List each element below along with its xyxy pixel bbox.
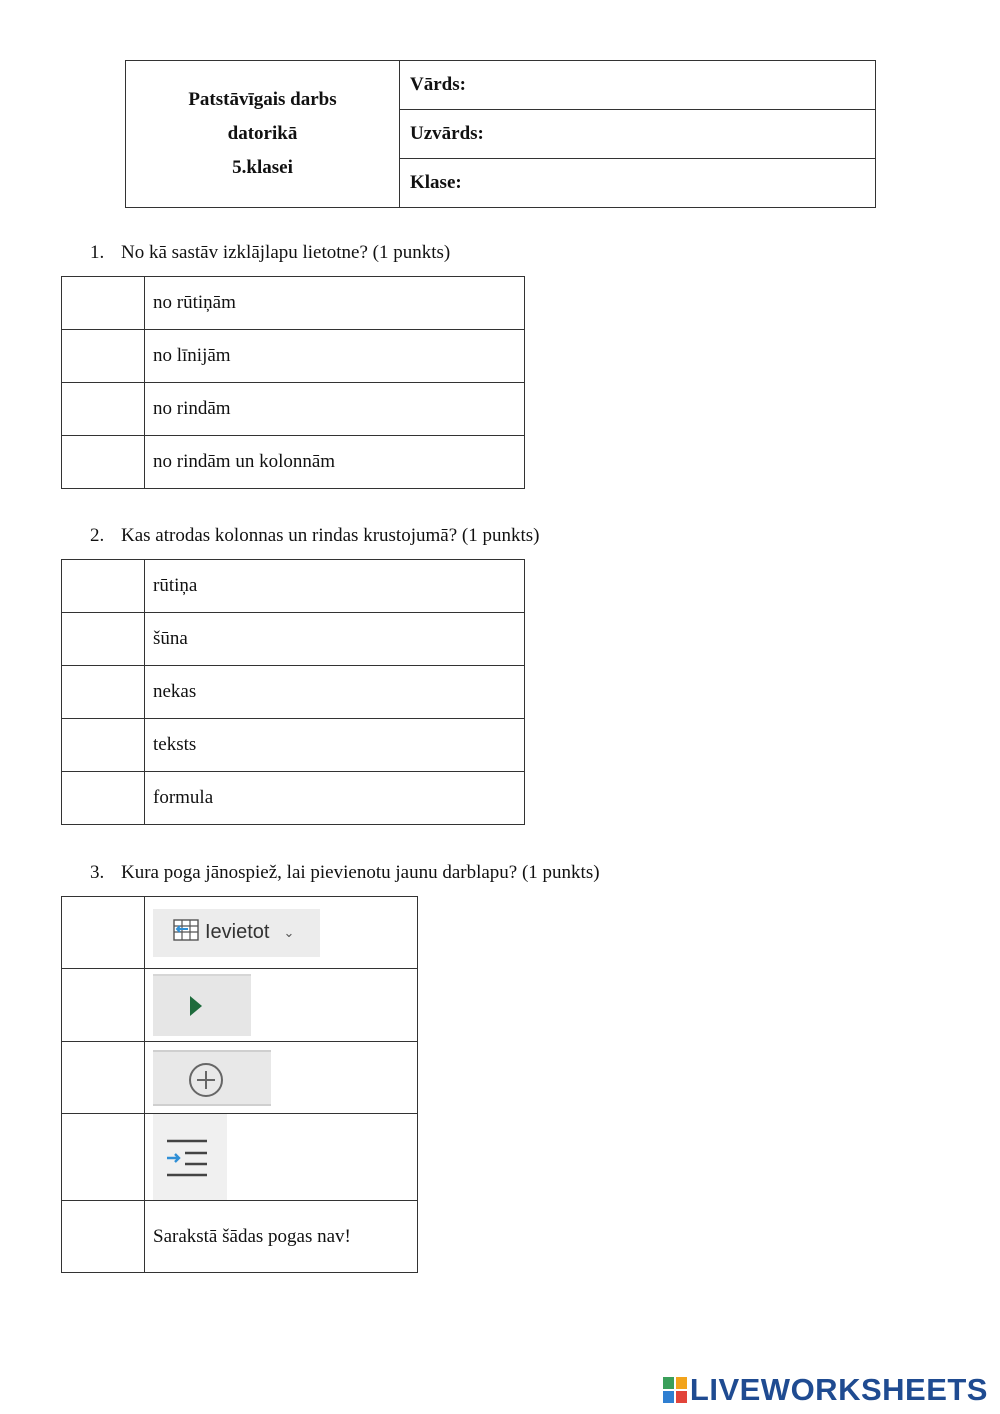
answer-checkbox[interactable] bbox=[62, 383, 145, 436]
question-number: 3. bbox=[90, 862, 105, 883]
name-label: Vārds: bbox=[410, 74, 466, 95]
option-text: formula bbox=[145, 772, 525, 825]
answer-checkbox[interactable] bbox=[62, 560, 145, 613]
ievietot-label: Ievietot bbox=[205, 921, 270, 943]
play-arrow-button-image bbox=[153, 974, 251, 1036]
surname-field[interactable] bbox=[400, 110, 876, 159]
new-sheet-button-image bbox=[153, 1050, 271, 1106]
class-field[interactable] bbox=[400, 159, 876, 208]
option-text: šūna bbox=[145, 613, 525, 666]
header-table bbox=[125, 60, 876, 208]
title-line-2: datorikā bbox=[227, 123, 298, 144]
option-text: no līnijām bbox=[145, 330, 525, 383]
answer-checkbox[interactable] bbox=[62, 1042, 145, 1114]
insert-sheet-icon bbox=[171, 918, 201, 948]
question-2-options bbox=[61, 559, 525, 825]
option-text: Sarakstā šādas pogas nav! bbox=[145, 1201, 418, 1273]
option-text: nekas bbox=[145, 666, 525, 719]
name-field[interactable] bbox=[400, 61, 876, 110]
answer-checkbox[interactable] bbox=[62, 969, 145, 1042]
question-number: 1. bbox=[90, 242, 105, 263]
plus-circle-icon bbox=[187, 1061, 225, 1099]
answer-checkbox[interactable] bbox=[62, 719, 145, 772]
answer-checkbox[interactable] bbox=[62, 897, 145, 969]
option-text: no rūtiņām bbox=[145, 277, 525, 330]
title-line-1: Patstāvīgais darbs bbox=[188, 89, 337, 110]
indent-icon bbox=[165, 1138, 209, 1178]
answer-checkbox[interactable] bbox=[62, 666, 145, 719]
question-1 bbox=[90, 242, 450, 264]
answer-checkbox[interactable] bbox=[62, 330, 145, 383]
option-image-cell bbox=[145, 1114, 418, 1201]
indent-button-image bbox=[153, 1114, 227, 1200]
question-text: Kura poga jānospiež, lai pievienotu jaunu darblapu? (1 punkts) bbox=[121, 862, 600, 883]
question-3 bbox=[90, 862, 600, 884]
option-text: rūtiņa bbox=[145, 560, 525, 613]
question-3-options bbox=[61, 896, 418, 1273]
option-image-cell bbox=[145, 1042, 418, 1114]
question-text: No kā sastāv izklājlapu lietotne? (1 punkts) bbox=[121, 242, 451, 263]
ievietot-button-image bbox=[153, 909, 320, 957]
answer-checkbox[interactable] bbox=[62, 436, 145, 489]
chevron-down-icon: ⌄ bbox=[283, 924, 295, 940]
answer-checkbox[interactable] bbox=[62, 1201, 145, 1273]
answer-checkbox[interactable] bbox=[62, 1114, 145, 1201]
title-line-3: 5.klasei bbox=[232, 157, 293, 178]
option-text: no rindām bbox=[145, 383, 525, 436]
option-image-cell bbox=[145, 897, 418, 969]
play-arrow-icon bbox=[189, 996, 203, 1016]
liveworksheets-logo bbox=[663, 1372, 988, 1408]
surname-label: Uzvārds: bbox=[410, 123, 484, 144]
question-number: 2. bbox=[90, 525, 105, 546]
answer-checkbox[interactable] bbox=[62, 277, 145, 330]
question-1-options bbox=[61, 276, 525, 489]
question-2 bbox=[90, 525, 539, 547]
worksheet-title bbox=[126, 61, 400, 208]
answer-checkbox[interactable] bbox=[62, 772, 145, 825]
question-text: Kas atrodas kolonnas un rindas krustojumā? (1 punkts) bbox=[121, 525, 540, 546]
option-text: teksts bbox=[145, 719, 525, 772]
option-image-cell bbox=[145, 969, 418, 1042]
option-text: no rindām un kolonnām bbox=[145, 436, 525, 489]
answer-checkbox[interactable] bbox=[62, 613, 145, 666]
logo-text: LIVEWORKSHEETS bbox=[689, 1372, 988, 1407]
class-label: Klase: bbox=[410, 172, 462, 193]
logo-grid-icon bbox=[663, 1377, 687, 1403]
